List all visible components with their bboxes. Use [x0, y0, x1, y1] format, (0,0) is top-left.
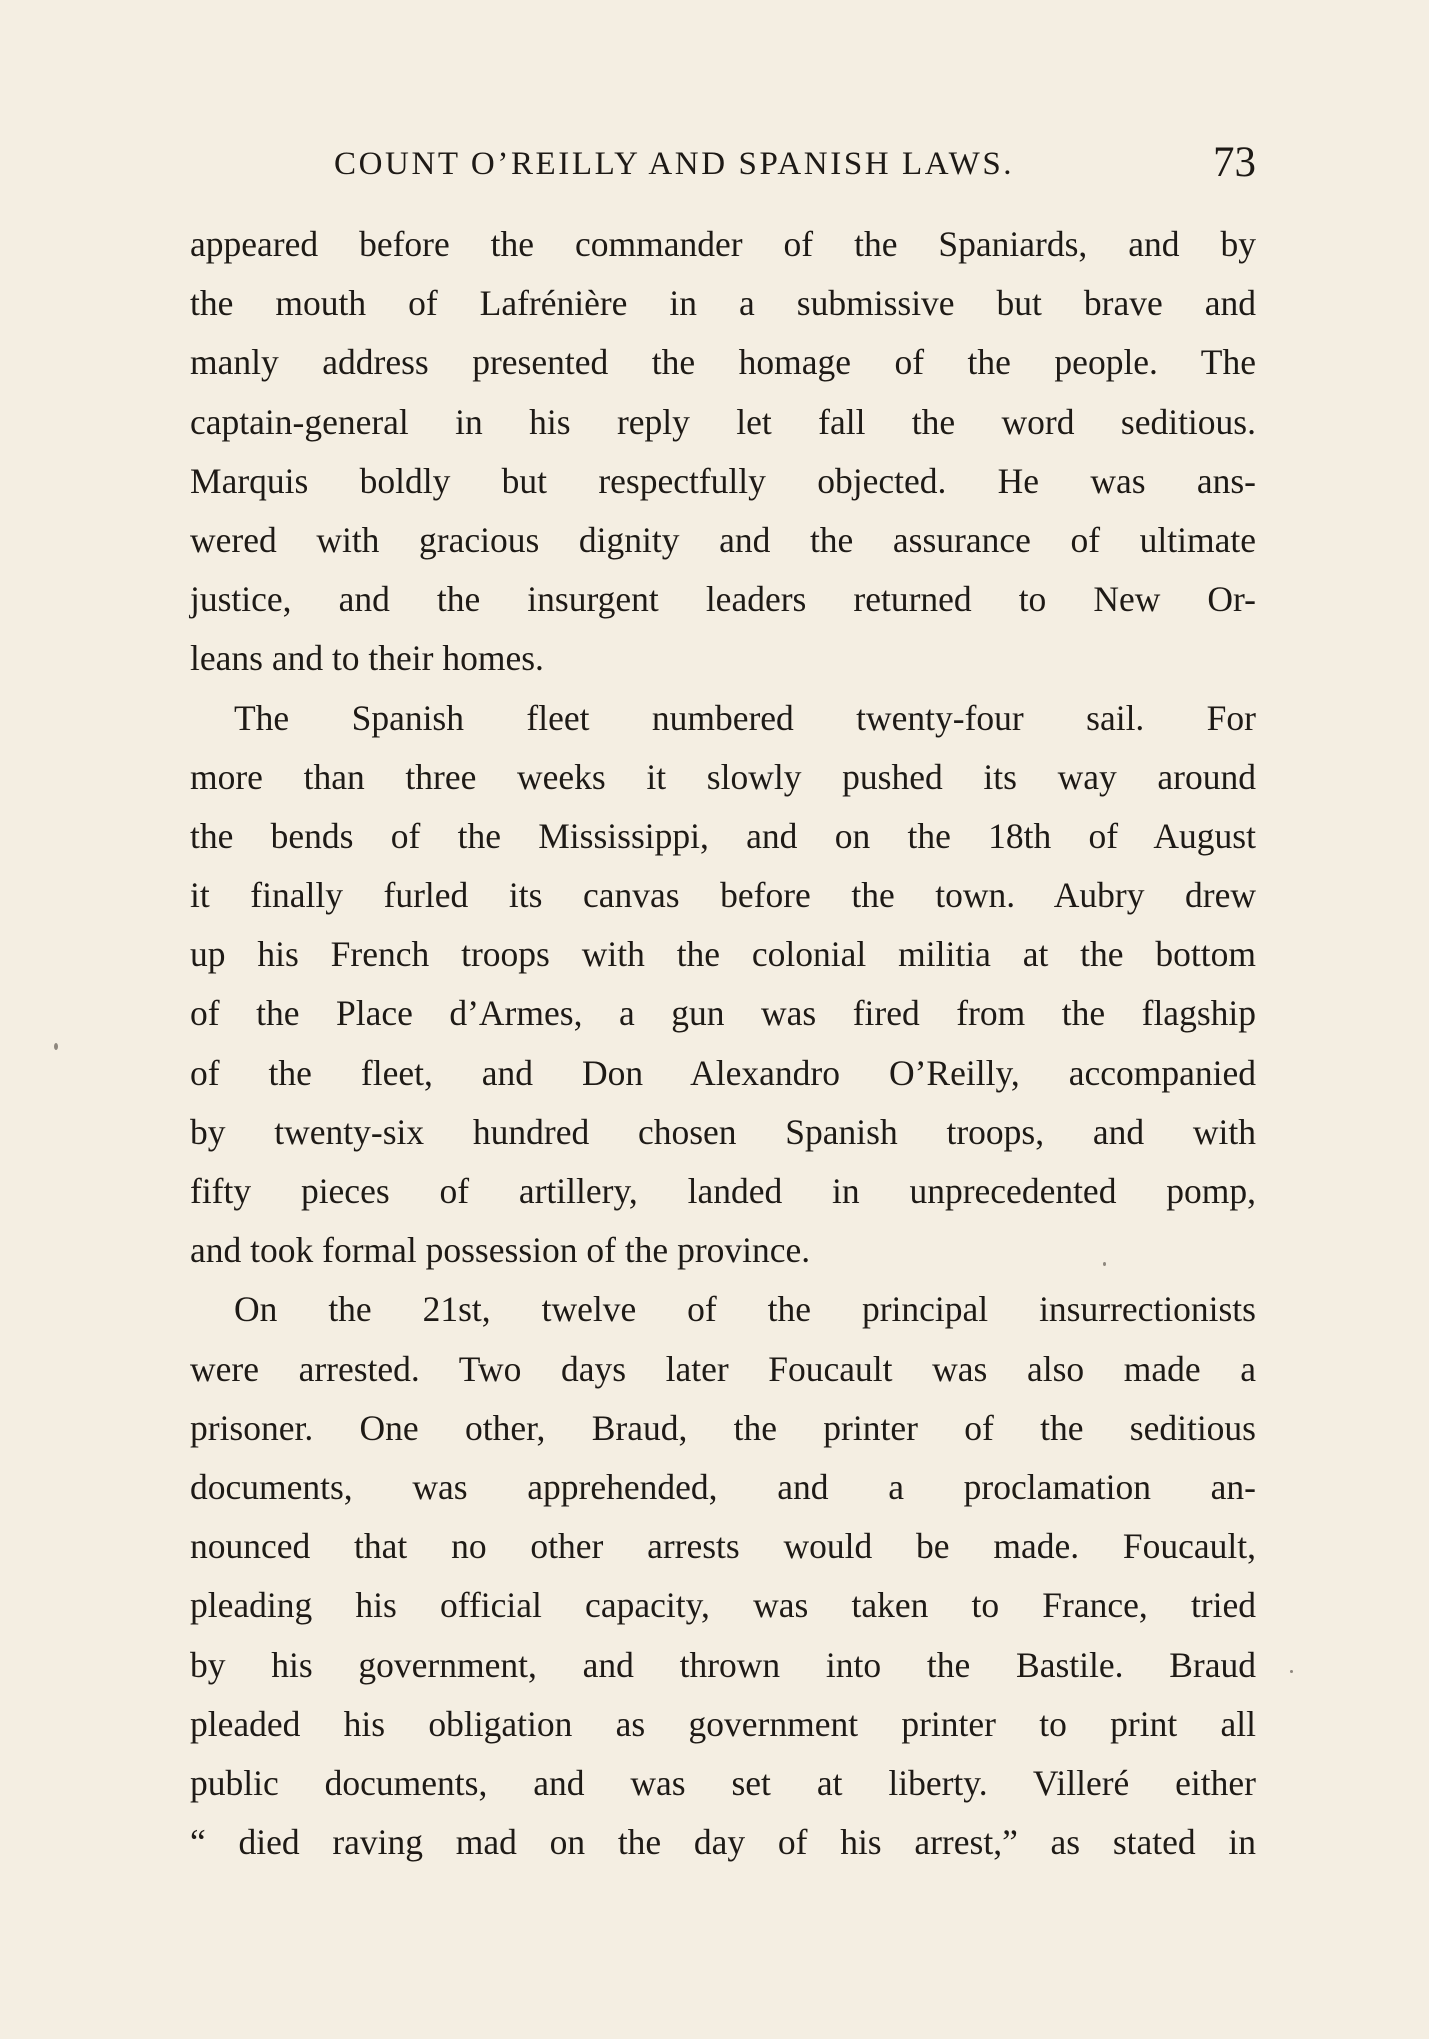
text-line: “ died raving mad on the day of his arrest,” as stated in — [190, 1822, 1256, 1863]
paragraph-first-line: The Spanish fleet numbered twenty-four sail. For — [234, 697, 1256, 738]
text-line: justice, and the insurgent leaders returned to New Or- — [190, 579, 1256, 620]
text-line: it finally furled its canvas before the town. Aubry drew — [190, 875, 1256, 916]
body-text — [190, 215, 1256, 1872]
text-line: appeared before the commander of the Spaniards, and by — [190, 224, 1256, 264]
page-number: 73 — [1213, 139, 1256, 186]
text-line: more than three weeks it slowly pushed its way around — [190, 756, 1256, 797]
text-line: public documents, and was set at liberty. Villeré either — [190, 1762, 1256, 1803]
text-line: manly address presented the homage of the people. The — [190, 342, 1256, 383]
text-line: pleading his official capacity, was taken to France, tried — [190, 1585, 1256, 1626]
text-line: prisoner. One other, Braud, the printer of the seditious — [190, 1407, 1256, 1448]
running-title: COUNT O’REILLY AND SPANISH LAWS. — [334, 146, 1015, 182]
paper-speck — [54, 1043, 58, 1050]
text-line: captain-general in his reply let fall the word seditious. — [190, 401, 1256, 442]
text-line: Marquis boldly but respectfully objected. He was ans- — [190, 460, 1256, 501]
paper-speck — [1290, 1670, 1293, 1673]
text-line: the mouth of Lafrénière in a submissive but brave and — [190, 283, 1256, 324]
text-line: nounced that no other arrests would be made. Foucault, — [190, 1526, 1256, 1567]
text-line: and took formal possession of the province. — [190, 1230, 811, 1271]
text-line: by his government, and thrown into the Bastile. Braud — [190, 1644, 1256, 1685]
paper-speck — [1103, 1262, 1106, 1266]
text-line: fifty pieces of artillery, landed in unprecedented pomp, — [190, 1171, 1256, 1211]
text-line: were arrested. Two days later Foucault was also made a — [190, 1348, 1256, 1389]
text-line: of the Place d’Armes, a gun was fired from the flagship — [190, 993, 1256, 1034]
text-line: the bends of the Mississippi, and on the 18th of August — [190, 815, 1256, 856]
text-line: up his French troops with the colonial militia at the bottom — [190, 934, 1256, 975]
text-line: by twenty-six hundred chosen Spanish troops, and with — [190, 1111, 1256, 1152]
text-line: of the fleet, and Don Alexandro O’Reilly, accompanied — [190, 1052, 1256, 1093]
paragraph-first-line: On the 21st, twelve of the principal insurrectionists — [234, 1289, 1256, 1330]
text-line: pleaded his obligation as government printer to print all — [190, 1703, 1256, 1744]
text-line: documents, was apprehended, and a proclamation an- — [190, 1466, 1256, 1507]
text-line: wered with gracious dignity and the assurance of ultimate — [190, 519, 1256, 560]
text-line: leans and to their homes. — [190, 638, 544, 679]
running-head — [190, 138, 1256, 198]
